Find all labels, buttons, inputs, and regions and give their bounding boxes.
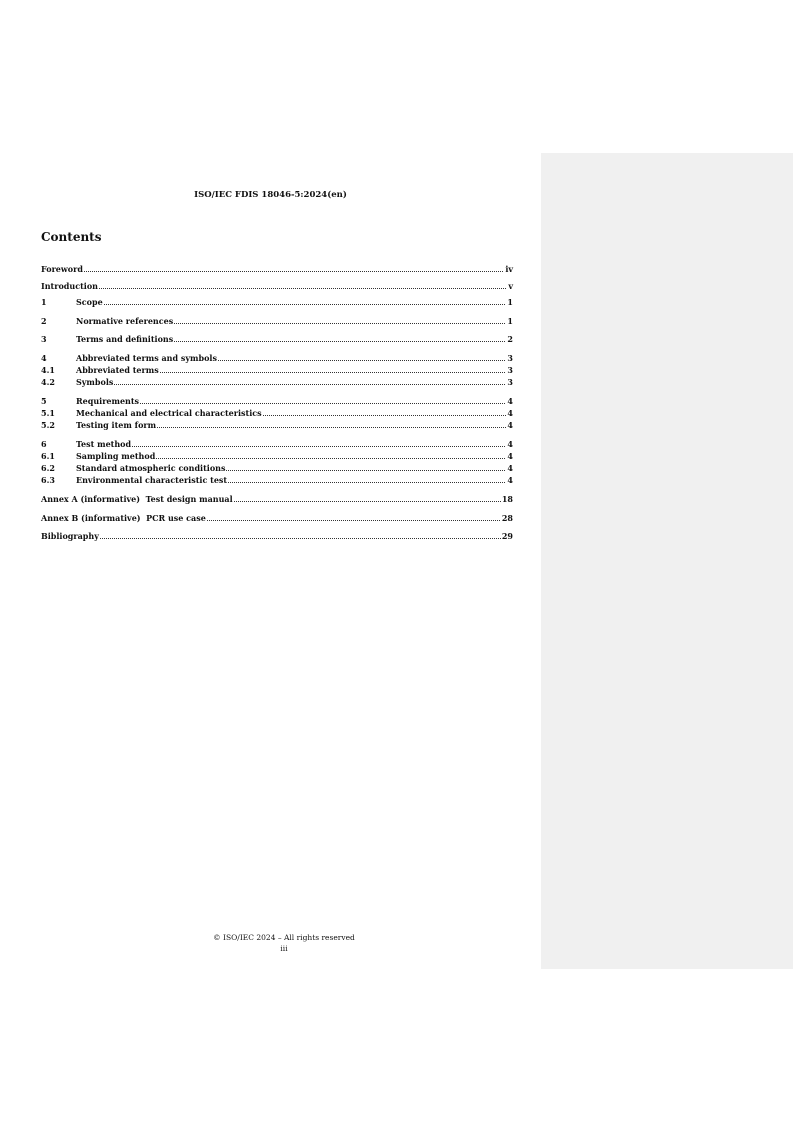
toc-entry-title: Annex A (informative) Test design manual: [41, 494, 233, 504]
toc-entry-number: 4: [41, 353, 47, 363]
toc-entry-number: 6.1: [41, 451, 55, 461]
toc-entry[interactable]: [41, 531, 513, 542]
toc-entry[interactable]: [41, 316, 513, 327]
dot-leader: [157, 427, 506, 428]
toc-entry-number: 6.2: [41, 463, 55, 473]
toc-entry-title: Foreword: [41, 264, 83, 274]
toc-entry-title: Standard atmospheric conditions: [76, 463, 226, 473]
toc-entry-number: 5.2: [41, 420, 55, 430]
toc-entry[interactable]: [41, 353, 513, 364]
toc-entry-page: 18: [501, 494, 513, 504]
dot-leader: [84, 271, 504, 272]
toc-entry-page: 4: [507, 420, 513, 430]
toc-entry[interactable]: [41, 513, 513, 524]
comment-pane: [541, 153, 793, 969]
toc-entry[interactable]: [41, 439, 513, 450]
toc-entry[interactable]: [41, 463, 513, 474]
toc-entry-title: Environmental characteristic test: [76, 475, 228, 485]
toc-entry-title: Terms and definitions: [76, 334, 174, 344]
dot-leader: [174, 323, 506, 324]
toc-entry-page: 4: [507, 439, 513, 449]
dot-leader: [140, 403, 506, 404]
dot-leader: [207, 520, 501, 521]
toc-entry-number: 2: [41, 316, 47, 326]
toc-entry-title: Abbreviated terms and symbols: [76, 353, 217, 363]
toc-entry-title: Normative references: [76, 316, 174, 326]
toc-entry-page: 1: [507, 316, 513, 326]
toc-entry-number: 4.1: [41, 365, 55, 375]
toc-entry-title: Test method: [76, 439, 132, 449]
dot-leader: [114, 384, 506, 385]
toc-entry-page: 4: [507, 408, 513, 418]
toc-entry[interactable]: [41, 451, 513, 462]
toc-entry-title: Requirements: [76, 396, 140, 406]
dot-leader: [160, 372, 507, 373]
toc-entry-number: 5.1: [41, 408, 55, 418]
dot-leader: [218, 360, 506, 361]
toc-entry[interactable]: [41, 420, 513, 431]
toc-entry-number: 1: [41, 297, 47, 307]
dot-leader: [174, 341, 506, 342]
toc-entry[interactable]: [41, 297, 513, 308]
toc-entry-title: Mechanical and electrical characteristics: [76, 408, 262, 418]
dot-leader: [104, 304, 507, 305]
toc-entry[interactable]: [41, 365, 513, 376]
toc-entry[interactable]: [41, 281, 513, 292]
toc-entry-page: 1: [507, 297, 513, 307]
toc-entry[interactable]: [41, 475, 513, 486]
toc-entry[interactable]: [41, 377, 513, 388]
toc-entry[interactable]: [41, 494, 513, 505]
toc-entry[interactable]: [41, 334, 513, 345]
toc-entry-title: Testing item form: [76, 420, 157, 430]
toc-entry-title: Bibliography: [41, 531, 99, 541]
toc-entry-page: 29: [501, 531, 513, 541]
toc-entry-page: 3: [507, 353, 513, 363]
toc-entry-title: Symbols: [76, 377, 114, 387]
dot-leader: [99, 288, 507, 289]
dot-leader: [263, 415, 507, 416]
toc-entry[interactable]: [41, 264, 513, 275]
dot-leader: [234, 501, 501, 502]
dot-leader: [228, 482, 506, 483]
dot-leader: [226, 470, 506, 471]
toc-entry-page: iv: [505, 264, 513, 274]
toc-entry-title: Introduction: [41, 281, 98, 291]
toc-entry-number: 5: [41, 396, 47, 406]
toc-entry[interactable]: [41, 396, 513, 407]
toc-entry-number: 3: [41, 334, 47, 344]
toc-entry-title: Abbreviated terms: [76, 365, 159, 375]
toc-entry-page: 28: [501, 513, 513, 523]
toc-entry-number: 6.3: [41, 475, 55, 485]
toc-entry-number: 4.2: [41, 377, 55, 387]
page-number: iii: [280, 944, 288, 953]
dot-leader: [100, 538, 501, 539]
toc-entry-number: 6: [41, 439, 47, 449]
toc-entry-title: Annex B (informative) PCR use case: [41, 513, 206, 523]
toc-entry-page: 3: [507, 377, 513, 387]
toc-entry-title: Sampling method: [76, 451, 156, 461]
toc-entry-page: 4: [507, 463, 513, 473]
toc-entry-page: 4: [507, 396, 513, 406]
toc-entry-page: 4: [507, 475, 513, 485]
toc-entry-page: v: [508, 281, 513, 291]
document-id-header: ISO/IEC FDIS 18046-5:2024(en): [194, 190, 347, 200]
toc-entry[interactable]: [41, 408, 513, 419]
toc-entry-page: 3: [507, 365, 513, 375]
toc-entry-page: 4: [507, 451, 513, 461]
dot-leader: [156, 458, 506, 459]
copyright-notice: © ISO/IEC 2024 – All rights reserved: [213, 933, 355, 942]
page-footer: [0, 932, 568, 954]
toc-entry-page: 2: [507, 334, 513, 344]
dot-leader: [132, 446, 506, 447]
contents-heading: Contents: [41, 230, 102, 244]
toc-entry-title: Scope: [76, 297, 103, 307]
